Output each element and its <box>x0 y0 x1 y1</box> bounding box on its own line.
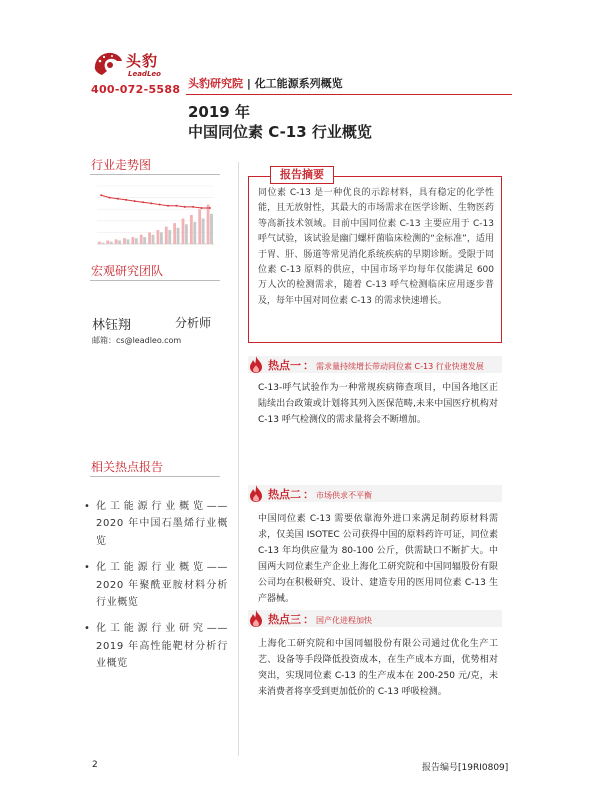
hotspot-3-bar <box>248 610 502 627</box>
team-section-rule <box>90 280 220 281</box>
analyst-name: 林钰翔 <box>92 318 132 333</box>
hotspot-label: 热点一 <box>268 359 301 372</box>
trend-chart <box>93 182 218 250</box>
chart-bar-series-a-14 <box>207 205 210 244</box>
doc-year: 2019 年 <box>188 103 250 121</box>
chart-line-point-10 <box>175 205 177 207</box>
phone-number: 400-072-5588 <box>91 83 181 96</box>
chart-bar-series-a-12 <box>190 215 193 244</box>
chart-bar-series-b-3 <box>118 241 121 244</box>
hotspot-2-heading <box>268 486 372 502</box>
chart-line-point-8 <box>159 204 161 206</box>
hotspot-topic: 需求量持续增长带动同位素 C-13 行业快速发展 <box>316 362 484 371</box>
chart-bar-series-a-2 <box>106 241 109 244</box>
chart-line-point-5 <box>134 200 136 202</box>
analyst-role: 分析师 <box>175 316 212 330</box>
series-name: 化工能源系列概览 <box>254 77 343 90</box>
column-divider <box>238 162 239 756</box>
flame-icon <box>248 355 264 374</box>
chart-bar-series-b-12 <box>193 222 196 244</box>
page-number: 2 <box>92 760 98 770</box>
report-number: 报告编号[19RI0809] <box>422 763 509 773</box>
chart-bar-series-b-13 <box>202 218 205 244</box>
chart-bar-series-b-11 <box>185 224 188 244</box>
leopard-logo-icon <box>92 48 124 78</box>
trend-section-rule <box>90 174 220 175</box>
chart-bar-series-a-9 <box>165 227 168 244</box>
hotspot-2-text: 中国同位素 C-13 需要依靠海外进口来满足制药原材料需求，仅美国 ISOTEC 公司获得中国的原料药许可证，同位素 C-13 年均供应量为 80-100 公斤，供需缺口不断扩大。中国两大同位素生产企业上海化工研究院和中国同辐股份有限公司均在积极研究、设计、建造专用的医用同位素 C-13 生产器械。 <box>258 514 498 604</box>
hotspot-colon: ： <box>303 488 314 501</box>
flame-icon <box>248 609 264 628</box>
chart-bar-series-a-8 <box>157 230 160 244</box>
chart-bar-series-b-7 <box>152 235 155 244</box>
team-section-title: 宏观研究团队 <box>91 264 164 278</box>
related-report-list <box>90 498 228 682</box>
chart-bar-series-a-11 <box>182 218 185 244</box>
chart-bar-series-b-2 <box>110 242 113 244</box>
chart-bar-series-a-3 <box>115 239 118 244</box>
hotspot-3-text: 上海化工研究院和中国同辐股份有限公司通过优化生产工艺、设备等手段降低投资成本，在生产成本方面，优势相对突出，实现同位素 C-13 的生产成本在 200-250 元/克，未来消费者将享受到更加低价的 C-13 呼吸检测。 <box>258 639 498 697</box>
page-title: 中国同位素 C-13 行业概览 <box>188 123 372 141</box>
chart-bar-series-a-13 <box>198 209 201 244</box>
flame-icon <box>248 484 264 503</box>
hotspot-colon: ： <box>303 613 314 626</box>
header-separator: | <box>243 77 255 90</box>
header-line <box>188 75 343 91</box>
chart-line <box>100 194 211 209</box>
chart-line-point-6 <box>142 201 144 203</box>
hotspot-label: 热点三 <box>268 613 301 626</box>
chart-bar-series-a-4 <box>123 238 126 244</box>
related-report-item[interactable]: • 化工能源行业研究——2019 年高性能靶材分析行业概览 <box>90 620 228 672</box>
chart-bar-series-a-1 <box>98 242 101 244</box>
related-report-item[interactable]: • 化工能源行业概览——2020 年中国石墨烯行业概览 <box>90 498 228 550</box>
hotspot-1-heading <box>268 357 484 373</box>
chart-bar-series-b-10 <box>177 228 180 244</box>
chart-line-point-7 <box>150 202 152 204</box>
chart-line-point-4 <box>125 199 127 201</box>
hotspot-topic: 国产化进程加快 <box>316 616 372 625</box>
chart-line-point-14 <box>209 207 211 209</box>
summary-label: 报告摘要 <box>270 166 334 184</box>
chart-line-point-1 <box>100 194 102 196</box>
related-section-title: 相关热点报告 <box>91 460 164 474</box>
logo <box>92 46 182 86</box>
chart-bar-series-b-9 <box>168 230 171 244</box>
chart-bar-series-b-14 <box>210 214 213 244</box>
related-section-rule <box>90 476 220 477</box>
chart-grid <box>97 186 214 244</box>
chart-bar-series-b-1 <box>101 243 104 244</box>
chart-bar-series-a-6 <box>140 235 143 244</box>
chart-bar-series-a-5 <box>131 237 134 244</box>
chart-bar-series-b-6 <box>143 237 146 244</box>
hotspot-topic: 市场供求不平衡 <box>316 491 372 500</box>
chart-bar-series-a-7 <box>148 232 151 244</box>
hotspot-1-text: C-13-呼气试验作为一种常规疾病筛查项目，中国各地区正陆续出台政策或计划将其列入医保范畴,未来中国医疗机构对 C-13 呼气检测仪的需求量将会不断增加。 <box>258 383 498 425</box>
header-rule <box>186 94 512 95</box>
logo-sub: LeadLeo <box>128 70 161 78</box>
hotspot-1-bar <box>248 356 502 373</box>
chart-line-point-11 <box>184 206 186 208</box>
hotspot-colon: ： <box>303 359 314 372</box>
logo-name: 头豹 <box>126 52 159 70</box>
chart-line-point-2 <box>109 197 111 199</box>
chart-bar-series-b-4 <box>127 239 130 244</box>
related-report-item[interactable]: • 化工能源行业概览——2020 年聚酰亚胺材料分析行业概览 <box>90 559 228 611</box>
summary-text: 同位素 C-13 是一种优良的示踪材料，具有稳定的化学性能，且无放射性，其最大的市场需求在医学诊断、生物医药等高新技术领域。目前中国同位素 C-13 主要应用于 C-13 呼气试验，该试验是幽门螺杆菌临床检测的“金标准”，适用于胃、肝、肠道等常见消化系统疾病的早期诊断。受限于同位素 C-13 原料的供应，中国市场平均每年仅能满足 600 万人次的检测需求，随着 C-13 呼气检测临床应用逐步普及，每年中国对同位素 C-13 的需求快速增长。 <box>258 188 494 306</box>
chart-bar-series-b-5 <box>135 238 138 244</box>
hotspot-2-bar <box>248 485 502 502</box>
chart-line-point-3 <box>117 198 119 200</box>
chart-bars <box>98 205 213 244</box>
chart-line-point-13 <box>200 207 202 209</box>
chart-line-point-12 <box>192 206 194 208</box>
chart-bar-series-a-10 <box>173 223 176 244</box>
hotspot-label: 热点二 <box>268 488 301 501</box>
trend-section-title: 行业走势图 <box>91 158 152 172</box>
chart-line-point-9 <box>167 205 169 207</box>
chart-bar-series-b-8 <box>160 232 163 244</box>
analyst-email[interactable]: 邮箱：cs@leadleo.com <box>92 336 182 345</box>
institute-name: 头豹研究院 <box>188 77 243 90</box>
hotspot-3-heading <box>268 611 372 627</box>
